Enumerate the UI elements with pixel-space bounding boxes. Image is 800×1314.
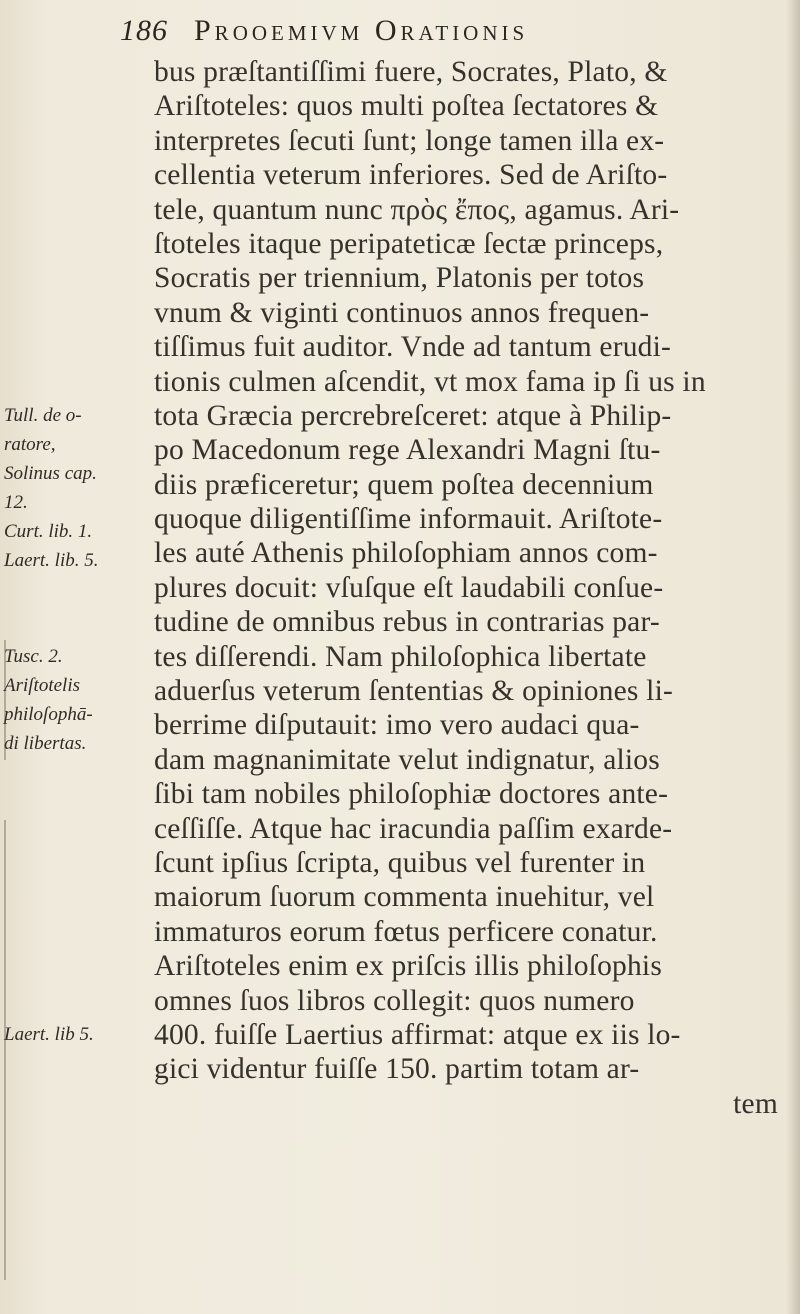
- text-line: ſcunt ipſius ſcripta, quibus vel furenter in: [154, 846, 646, 879]
- text-line: ſtoteles itaque peripateticæ ſectæ princeps,: [154, 227, 664, 260]
- page-edge-shadow: [786, 0, 800, 1314]
- text-line: 400. fuiſſe Laertius affirmat: atque ex iis lo-: [154, 1018, 681, 1051]
- margin-note-line: Laert. lib 5.: [4, 1024, 94, 1046]
- binding-mark: [4, 1080, 6, 1280]
- margin-note-line: Tusc. 2.: [4, 645, 63, 667]
- binding-mark: [4, 820, 6, 1080]
- body-text: [154, 55, 780, 1121]
- text-line: Ariſtoteles enim ex priſcis illis philoſophis: [154, 950, 662, 983]
- page-header: [120, 6, 790, 48]
- text-line: po Macedonum rege Alexandri Magni ſtu-: [154, 434, 661, 467]
- margin-note-line: philoſophā-: [4, 703, 93, 725]
- text-line: berrime diſputauit: imo vero audaci qua-: [154, 709, 640, 742]
- margin-note-line: ratore,: [4, 434, 56, 455]
- page-number: 186: [120, 14, 168, 47]
- catchword: tem: [733, 1087, 778, 1120]
- text-line: gici videntur fuiſſe 150. partim totam ar-: [154, 1053, 640, 1086]
- margin-note-line: 12.: [4, 492, 28, 513]
- text-line: interpretes ſecuti ſunt; longe tamen illa ex-: [154, 124, 665, 157]
- text-line: tudine de omnibus rebus in contrarias par-: [154, 606, 660, 639]
- margin-note-line: Ariſtotelis: [4, 674, 80, 696]
- text-line: tiſſimus fuit auditor. Vnde ad tantum erudi-: [154, 331, 672, 364]
- text-line: maiorum ſuorum commenta inuehitur, vel: [154, 881, 655, 914]
- text-line: immaturos eorum fœtus perficere conatur.: [154, 915, 658, 948]
- margin-note: [4, 1020, 144, 1049]
- margin-note-line: Curt. lib. 1.: [4, 521, 93, 542]
- running-title: Prooemivm Orationis: [194, 14, 529, 47]
- text-line: tele, quantum nunc πρὸς ἔπος, agamus. Ari-: [154, 193, 680, 226]
- text-line: ceſſiſſe. Atque hac iracundia paſſim exarde-: [154, 812, 673, 845]
- text-line: bus præſtantiſſimi fuere, Socrates, Plato, &: [154, 56, 668, 88]
- margin-note-line: Tull. de o-: [4, 405, 82, 426]
- text-line: plures docuit: vſuſque eſt laudabili conſue-: [154, 571, 664, 604]
- text-line: ſibi tam nobiles philoſophiæ doctores ante-: [154, 778, 669, 811]
- text-line: aduerſus veterum ſententias & opiniones li-: [154, 675, 673, 708]
- text-line: Socratis per triennium, Platonis per totos: [154, 262, 645, 295]
- text-line: tionis culmen aſcendit, vt mox fama ip ſi us in: [154, 365, 706, 398]
- text-line: diis præficeretur; quem poſtea decennium: [154, 468, 654, 501]
- margin-note: [4, 642, 144, 758]
- text-line: vnum & viginti continuos annos frequen-: [154, 296, 650, 329]
- text-line: quoque diligentiſſime informauit. Ariſtote-: [154, 503, 663, 536]
- text-line: tota Græcia percrebreſceret: atque à Philip-: [154, 399, 672, 432]
- text-line: les auté Athenis philoſophiam annos com-: [154, 537, 658, 570]
- margin-note-line: Laert. lib. 5.: [4, 550, 99, 571]
- text-line: Ariſtoteles: quos multi poſtea ſectatores &: [154, 90, 659, 123]
- margin-note-line: Solinus cap.: [4, 463, 97, 484]
- text-line: omnes ſuos libros collegit: quos numero: [154, 984, 635, 1017]
- text-line: cellentia veterum inferiores. Sed de Ariſto-: [154, 159, 668, 192]
- margin-note: [4, 401, 144, 575]
- text-line: tes diſſerendi. Nam philoſophica libertate: [154, 640, 647, 673]
- margin-note-line: di libertas.: [4, 732, 87, 754]
- binding-mark: [4, 640, 6, 760]
- text-line: dam magnanimitate velut indignatur, alios: [154, 743, 660, 776]
